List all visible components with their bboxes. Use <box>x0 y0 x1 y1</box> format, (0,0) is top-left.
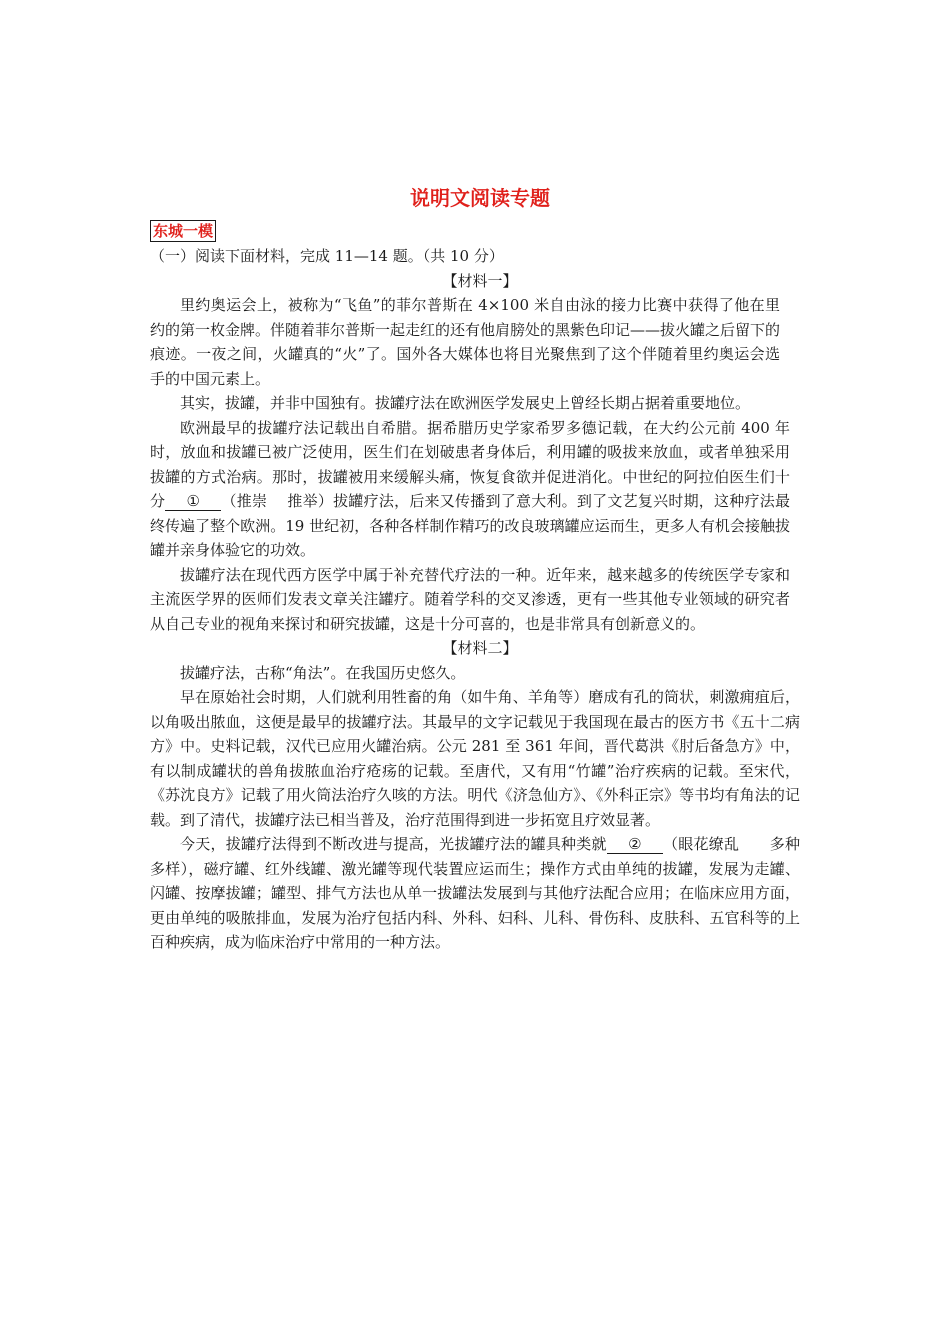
paragraph-text: （推崇 推举）拔罐疗法，后来又传播到了意大利。到了文艺复兴时期，这种疗法最终传遍了整个欧洲。19 世纪初，各种各样制作精巧的改良玻璃罐应运而生，更多人有机会接触拔罐并亲身体验它的功效。 <box>150 492 790 559</box>
material-one-heading: 【材料一】 <box>442 271 518 290</box>
paragraph-text: （眼花缭乱 多种多样），磁疗罐、红外线罐、激光罐等现代装置应运而生；操作方式由单纯的拔罐，发展为走罐、闪罐、按摩拔罐；罐型、排气方法也从单一拔罐法发展到与其他疗法配合应用；在临床应用方面，更由单纯的吸脓排血，发展为治疗包括内科、外科、妇科、儿科、骨伤科、皮肤科、五官科等的上百种疾病，成为临床治疗中常用的一种方法。 <box>150 835 800 951</box>
material-one-paragraph-2: 其实，拔罐，并非中国独有。拔罐疗法在欧洲医学发展史上曾经长期占据着重要地位。 <box>180 394 751 412</box>
material-two-paragraph-3 <box>150 832 800 955</box>
material-one-paragraph-1: 里约奥运会上，被称为“飞鱼”的菲尔普斯在 4×100 米自由泳的接力比赛中获得了他在里约的第一枚金牌。伴随着菲尔普斯一起走红的还有他肩膀处的黑紫色印记——拔火罐之后留下的痕迹。一夜之间，火罐真的“火”了。国外各大媒体也将目光聚焦到了这个伴随着里约奥运会选手的中国元素上。 <box>150 296 781 388</box>
answer-blank-1: ① <box>165 492 221 511</box>
material-one-paragraph-3 <box>150 416 790 563</box>
paragraph-text: 欧洲最早的拔罐疗法记载出自希腊。据希腊历史学家希罗多德记载，在大约公元前 400 年时，放血和拔罐已被广泛使用，医生们在划破患者身体后，利用罐的吸拔来放血，或者单独采用拔罐的方式治病。那时，拔罐被用来缓解头痛，恢复食欲并促进消化。中世纪的阿拉伯医生们十分 <box>150 418 790 510</box>
material-two-heading: 【材料二】 <box>442 639 518 657</box>
document-page <box>150 180 810 955</box>
material-two-paragraph-1: 拔罐疗法，古称“角法”。在我国历史悠久。 <box>180 663 466 682</box>
exam-tag: 东城一模 <box>150 220 216 242</box>
paragraph-text: 今天，拔罐疗法得到不断改进与提高，光拔罐疗法的罐具种类就 <box>180 835 607 853</box>
question-intro: （一）阅读下面材料，完成 11—14 题。（共 10 分） <box>150 247 504 265</box>
answer-blank-2: ② <box>607 835 663 854</box>
material-two-paragraph-2: 早在原始社会时期，人们就利用牲畜的角（如牛角、羊角等）磨成有孔的筒状，刺激痈疽后，以角吸出脓血，这便是最早的拔罐疗法。其最早的文字记载见于我国现在最古的医方书《五十二病方》中。史料记载，汉代已应用火罐治病。公元 281 至 361 年间，晋代葛洪《肘后备急方》中，有以制成罐状的兽角拔脓血治疗疮疡的记载。至唐代，又有用“竹罐”治疗疾病的记载。至宋代，《苏沈良方》记载了用火筒法治疗久咳的方法。明代《济急仙方》、《外科正宗》等书均有角法的记载。到了清代，拔罐疗法已相当普及，治疗范围得到进一步拓宽且疗效显著。 <box>150 688 800 829</box>
page-title: 说明文阅读专题 <box>410 186 550 210</box>
material-one-paragraph-4: 拔罐疗法在现代西方医学中属于补充替代疗法的一种。近年来，越来越多的传统医学专家和主流医学界的医师们发表文章关注罐疗。随着学科的交叉渗透，更有一些其他专业领域的研究者从自己专业的视角来探讨和研究拔罐，这是十分可喜的，也是非常具有创新意义的。 <box>150 565 790 633</box>
